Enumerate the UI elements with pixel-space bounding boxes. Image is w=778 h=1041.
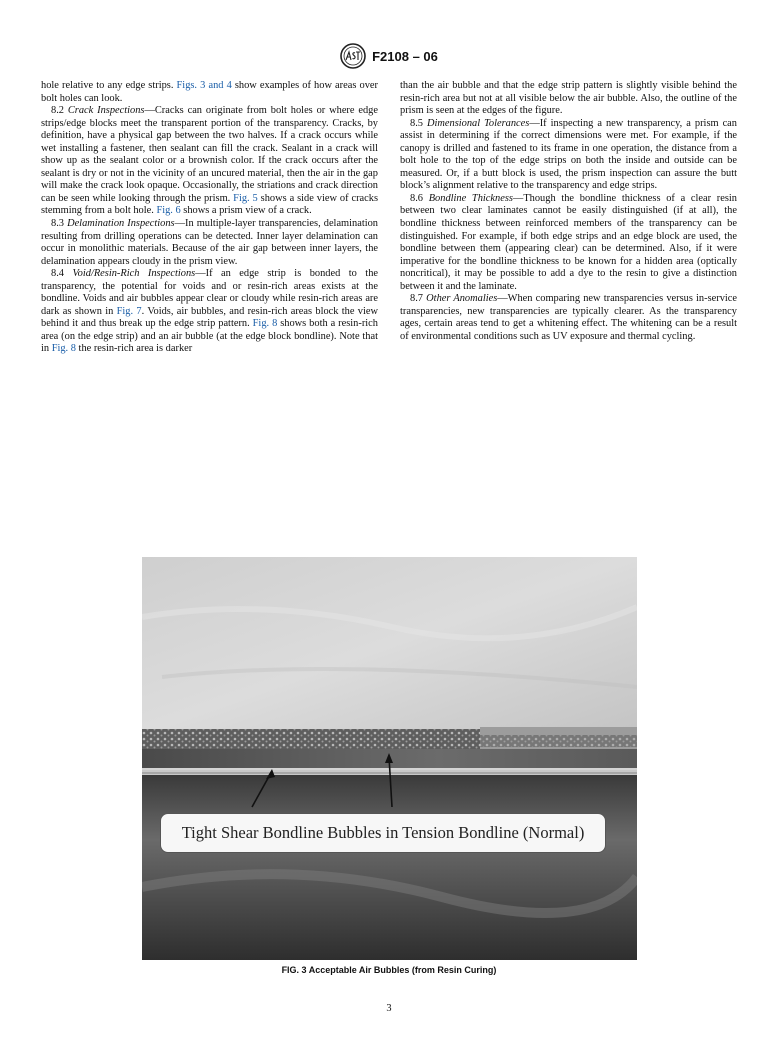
section-heading: Crack Inspections — [67, 105, 145, 117]
right-column — [400, 80, 737, 343]
page-header — [0, 42, 778, 70]
bondline-photo-image — [142, 557, 637, 960]
figure-reference-link[interactable]: Fig. 5 — [233, 192, 258, 204]
section-heading: Void/Resin-Rich Inspections — [72, 268, 196, 280]
document-number: F2108 – 06 — [372, 48, 438, 64]
figure-reference-link[interactable]: Fig. 6 — [156, 205, 181, 217]
paragraph-8-2: 8.2 Crack Inspections—Cracks can originate from bolt holes or where edge strips/edge blocks meet the transparent portion of the transparency. Cracks, by definition, have a physical gap between the two halves. If a crack occurs while wet installing a fastener, then sealant can fill the crack. Sealant in a crack will show up as the sealant color or a brownish color. If the crack occurs after the sealant is dry or not in the vicinity of an uncured material, then the air in the gap will make the crack look opaque. Occasionally, the striations and crack direction can be seen while looking through the prism. Fig. 5 shows a side view of cracks stemming from a bolt hole. Fig. 6 shows a prism view of a crack. — [41, 105, 378, 217]
figure-reference-link[interactable]: Fig. 8 — [51, 343, 76, 355]
page-number: 3 — [386, 1003, 392, 1014]
section-heading: Bondline Thickness — [428, 192, 513, 204]
section-heading: Other Anomalies — [426, 293, 498, 305]
figure-reference-link[interactable]: Fig. 8 — [252, 318, 278, 330]
section-heading: Delamination Inspections — [67, 218, 175, 230]
figure-caption: FIG. 3 Acceptable Air Bubbles (from Resin Curing) — [281, 965, 497, 975]
astm-logo-icon — [340, 43, 366, 69]
left-column — [41, 80, 378, 356]
paragraph-8-7: 8.7 Other Anomalies—When comparing new transparencies versus in-service transparencies, new transparencies are typically clearer. As the transparency ages, certain areas tend to get a whitening effect. The whitening can be a result of environmental conditions such as UV exposure and thermal cycling. — [400, 293, 737, 342]
paragraph-8-3: 8.3 Delamination Inspections—In multiple-layer transparencies, delamination resulting from drilling operations can be detected. Inner layer delamination can occur in monolithic materials. Because of the air gap between inner layers, the delamination appears cloudy in the prism view. — [41, 218, 378, 267]
paragraph-8-4: 8.4 Void/Resin-Rich Inspections—If an edge strip is bonded to the transparency, the potential for voids and or resin-rich areas exists at the bondline. Voids and air bubbles appear clear or cloudy while resin-rich areas are dark as shown in Fig. 7. Voids, air bubbles, and resin-rich areas block the view behind it and thus break up the edge strip pattern. Fig. 8 shows both a resin-rich area (on the edge strip) and an air bubble (at the edge block bondline). Note that in Fig. 8 the resin-rich area is darker — [41, 268, 379, 355]
paragraph-8-6: 8.6 Bondline Thickness—Though the bondline thickness of a clear resin between two clear laminates cannot be easily distinguished (if at all), the bondline thickness between reinforced members of the transparency can be distinguished. For example, if both edge strips and an edge block are used, the bondline between them (appearing clear) can be determined. Also, if it were imperative for the bondline thickness to be known for a hidden area (optically noncritical), it may be possible to add a dye to the resin to give a distinction between it and the laminate. — [400, 192, 737, 292]
section-heading: Dimensional Tolerances — [427, 117, 530, 129]
paragraph-8-5: 8.5 Dimensional Tolerances—If inspecting a new transparency, a prism can assist in determining if the correct dimensions were met. For example, if the canopy is drilled and fastened to its frame in one operation, the distance from a bolt hole to the top of the edge strips on both the inside and outside can be measured. Or, if a butt block is used, the prism inspection can assure the butt block’s alignment relative to the transparency and edge strips. — [400, 117, 737, 192]
figure-reference-link[interactable]: Fig. 7 — [116, 305, 142, 317]
paragraph: hole relative to any edge strips. Figs. 3 and 4 show examples of how areas over bolt holes can look. — [41, 80, 378, 104]
photo-annotation-label: Tight Shear Bondline Bubbles in Tension Bondline (Normal) — [160, 813, 606, 853]
paragraph: than the air bubble and that the edge strip pattern is slightly visible behind the resin-rich area but not at all visible below the air bubble. Also, the outline of the prism is seen at the edges of the figure. — [400, 80, 737, 117]
figure-reference-link[interactable]: Figs. 3 and 4 — [176, 80, 232, 91]
figure-photo — [142, 557, 637, 960]
